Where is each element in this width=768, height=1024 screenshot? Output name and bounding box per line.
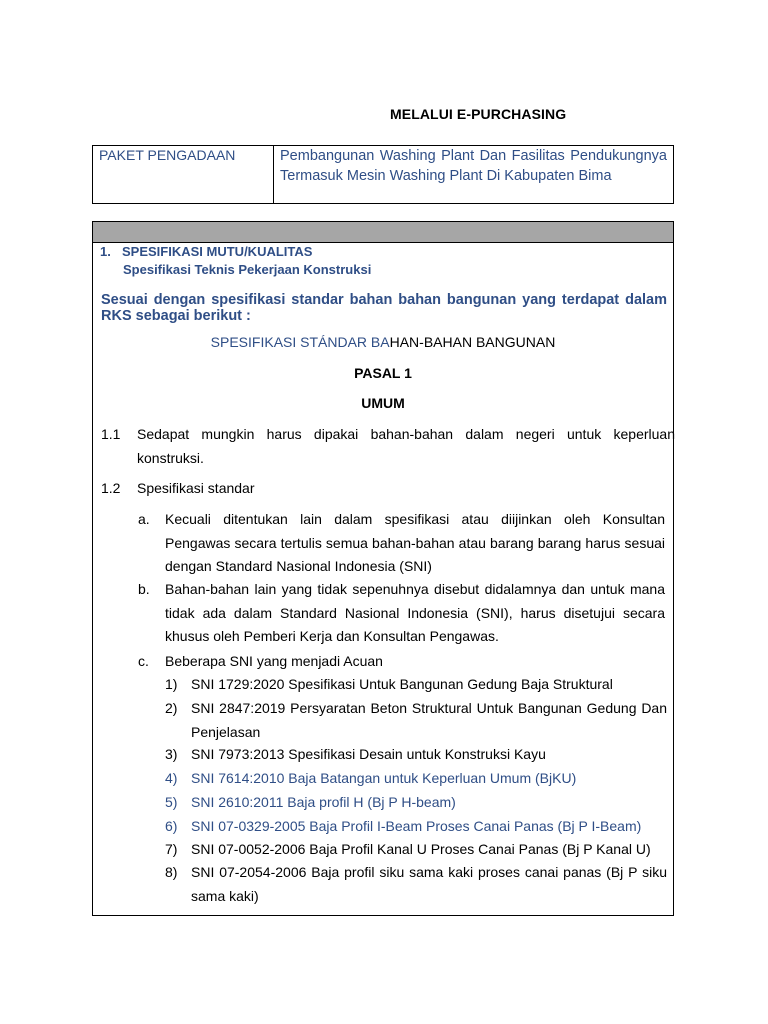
reference-number: 6) bbox=[165, 818, 178, 834]
umum-heading: UMUM bbox=[361, 395, 405, 411]
subclause-a bbox=[138, 508, 668, 580]
spec-title-part1: SPESIFIKASI STÁNDAR BA bbox=[210, 334, 390, 350]
reference-number: 3) bbox=[165, 746, 178, 762]
subclause-letter: b. bbox=[138, 581, 150, 597]
reference-number: 7) bbox=[165, 841, 178, 857]
subclause-letter: a. bbox=[138, 511, 150, 527]
reference-item bbox=[165, 743, 667, 767]
reference-item bbox=[165, 838, 667, 862]
section-heading-text: SPESIFIKASI MUTU/KUALITAS bbox=[122, 244, 313, 259]
reference-item bbox=[165, 697, 667, 745]
section-number: 1. bbox=[100, 244, 111, 259]
reference-item bbox=[165, 767, 667, 791]
reference-item bbox=[165, 791, 667, 815]
specification-box bbox=[92, 221, 674, 916]
subclause-b bbox=[138, 578, 668, 650]
paket-label: PAKET PENGADAAN bbox=[93, 146, 274, 203]
reference-text: SNI 2847:2019 Persyaratan Beton Struktural Untuk Bangunan Gedung Dan Penjelasan bbox=[191, 700, 667, 740]
reference-text: SNI 07-0329-2005 Baja Profil I-Beam Proses Canai Panas (Bj P I-Beam) bbox=[191, 818, 642, 834]
reference-number: 1) bbox=[165, 676, 178, 692]
spec-title bbox=[93, 334, 673, 350]
subclause-c bbox=[138, 650, 668, 674]
clause-number: 1.1 bbox=[101, 426, 121, 442]
reference-text: SNI 07-2054-2006 Baja profil siku sama kaki proses canai panas (Bj P siku sama kaki) bbox=[191, 864, 667, 904]
reference-number: 4) bbox=[165, 770, 178, 786]
intro-paragraph: Sesuai dengan spesifikasi standar bahan bahan bangunan yang terdapat dalam RKS sebagai berikut : bbox=[101, 292, 667, 324]
clause-number: 1.2 bbox=[101, 480, 121, 496]
clause-text: Spesifikasi standar bbox=[137, 480, 255, 496]
document-title: MELALUI E-PURCHASING bbox=[390, 106, 567, 122]
subclause-text: Bahan-bahan lain yang tidak sepenuhnya disebut didalamnya dan untuk mana tidak ada dalam Standard Nasional Indonesia (SNI), harus disetujui secara khusus oleh Pemberi Kerja dan Konsultan Pengawas. bbox=[165, 581, 665, 644]
reference-number: 2) bbox=[165, 700, 178, 716]
reference-number: 8) bbox=[165, 864, 178, 880]
reference-number: 5) bbox=[165, 794, 178, 810]
header-bar bbox=[93, 222, 673, 243]
subclause-text: Beberapa SNI yang menjadi Acuan bbox=[165, 653, 383, 669]
section-subheading: Spesifikasi Teknis Pekerjaan Konstruksi bbox=[123, 262, 372, 277]
paket-table bbox=[92, 145, 674, 204]
pasal-heading: PASAL 1 bbox=[354, 365, 412, 381]
reference-text: SNI 7973:2013 Spesifikasi Desain untuk Konstruksi Kayu bbox=[191, 746, 546, 762]
clause-1-2 bbox=[101, 477, 667, 501]
spec-title-part2: HAN-BAHAN BANGUNAN bbox=[389, 334, 556, 350]
clause-text: Sedapat mungkin harus dipakai bahan-bahan dalam negeri untuk keperluan konstruksi. bbox=[137, 426, 675, 466]
reference-text: SNI 07-0052-2006 Baja Profil Kanal U Proses Canai Panas (Bj P Kanal U) bbox=[191, 841, 651, 857]
reference-item bbox=[165, 861, 667, 909]
paket-value: Pembangunan Washing Plant Dan Fasilitas Pendukungnya Termasuk Mesin Washing Plant Di Kabupaten Bima bbox=[280, 148, 667, 184]
reference-text: SNI 2610:2011 Baja profil H (Bj P H-beam) bbox=[191, 794, 456, 810]
clause-1-1 bbox=[101, 423, 675, 471]
reference-item bbox=[165, 673, 667, 697]
subclause-letter: c. bbox=[138, 653, 149, 669]
reference-item bbox=[165, 815, 667, 839]
subclause-text: Kecuali ditentukan lain dalam spesifikasi atau diijinkan oleh Konsultan Pengawas secara tertulis semua bahan-bahan atau barang barang harus sesuai dengan Standard Nasional Indonesia (SNI) bbox=[165, 511, 665, 574]
reference-text: SNI 1729:2020 Spesifikasi Untuk Bangunan Gedung Baja Struktural bbox=[191, 676, 613, 692]
section-heading bbox=[100, 244, 312, 259]
reference-text: SNI 7614:2010 Baja Batangan untuk Keperluan Umum (BjKU) bbox=[191, 770, 577, 786]
